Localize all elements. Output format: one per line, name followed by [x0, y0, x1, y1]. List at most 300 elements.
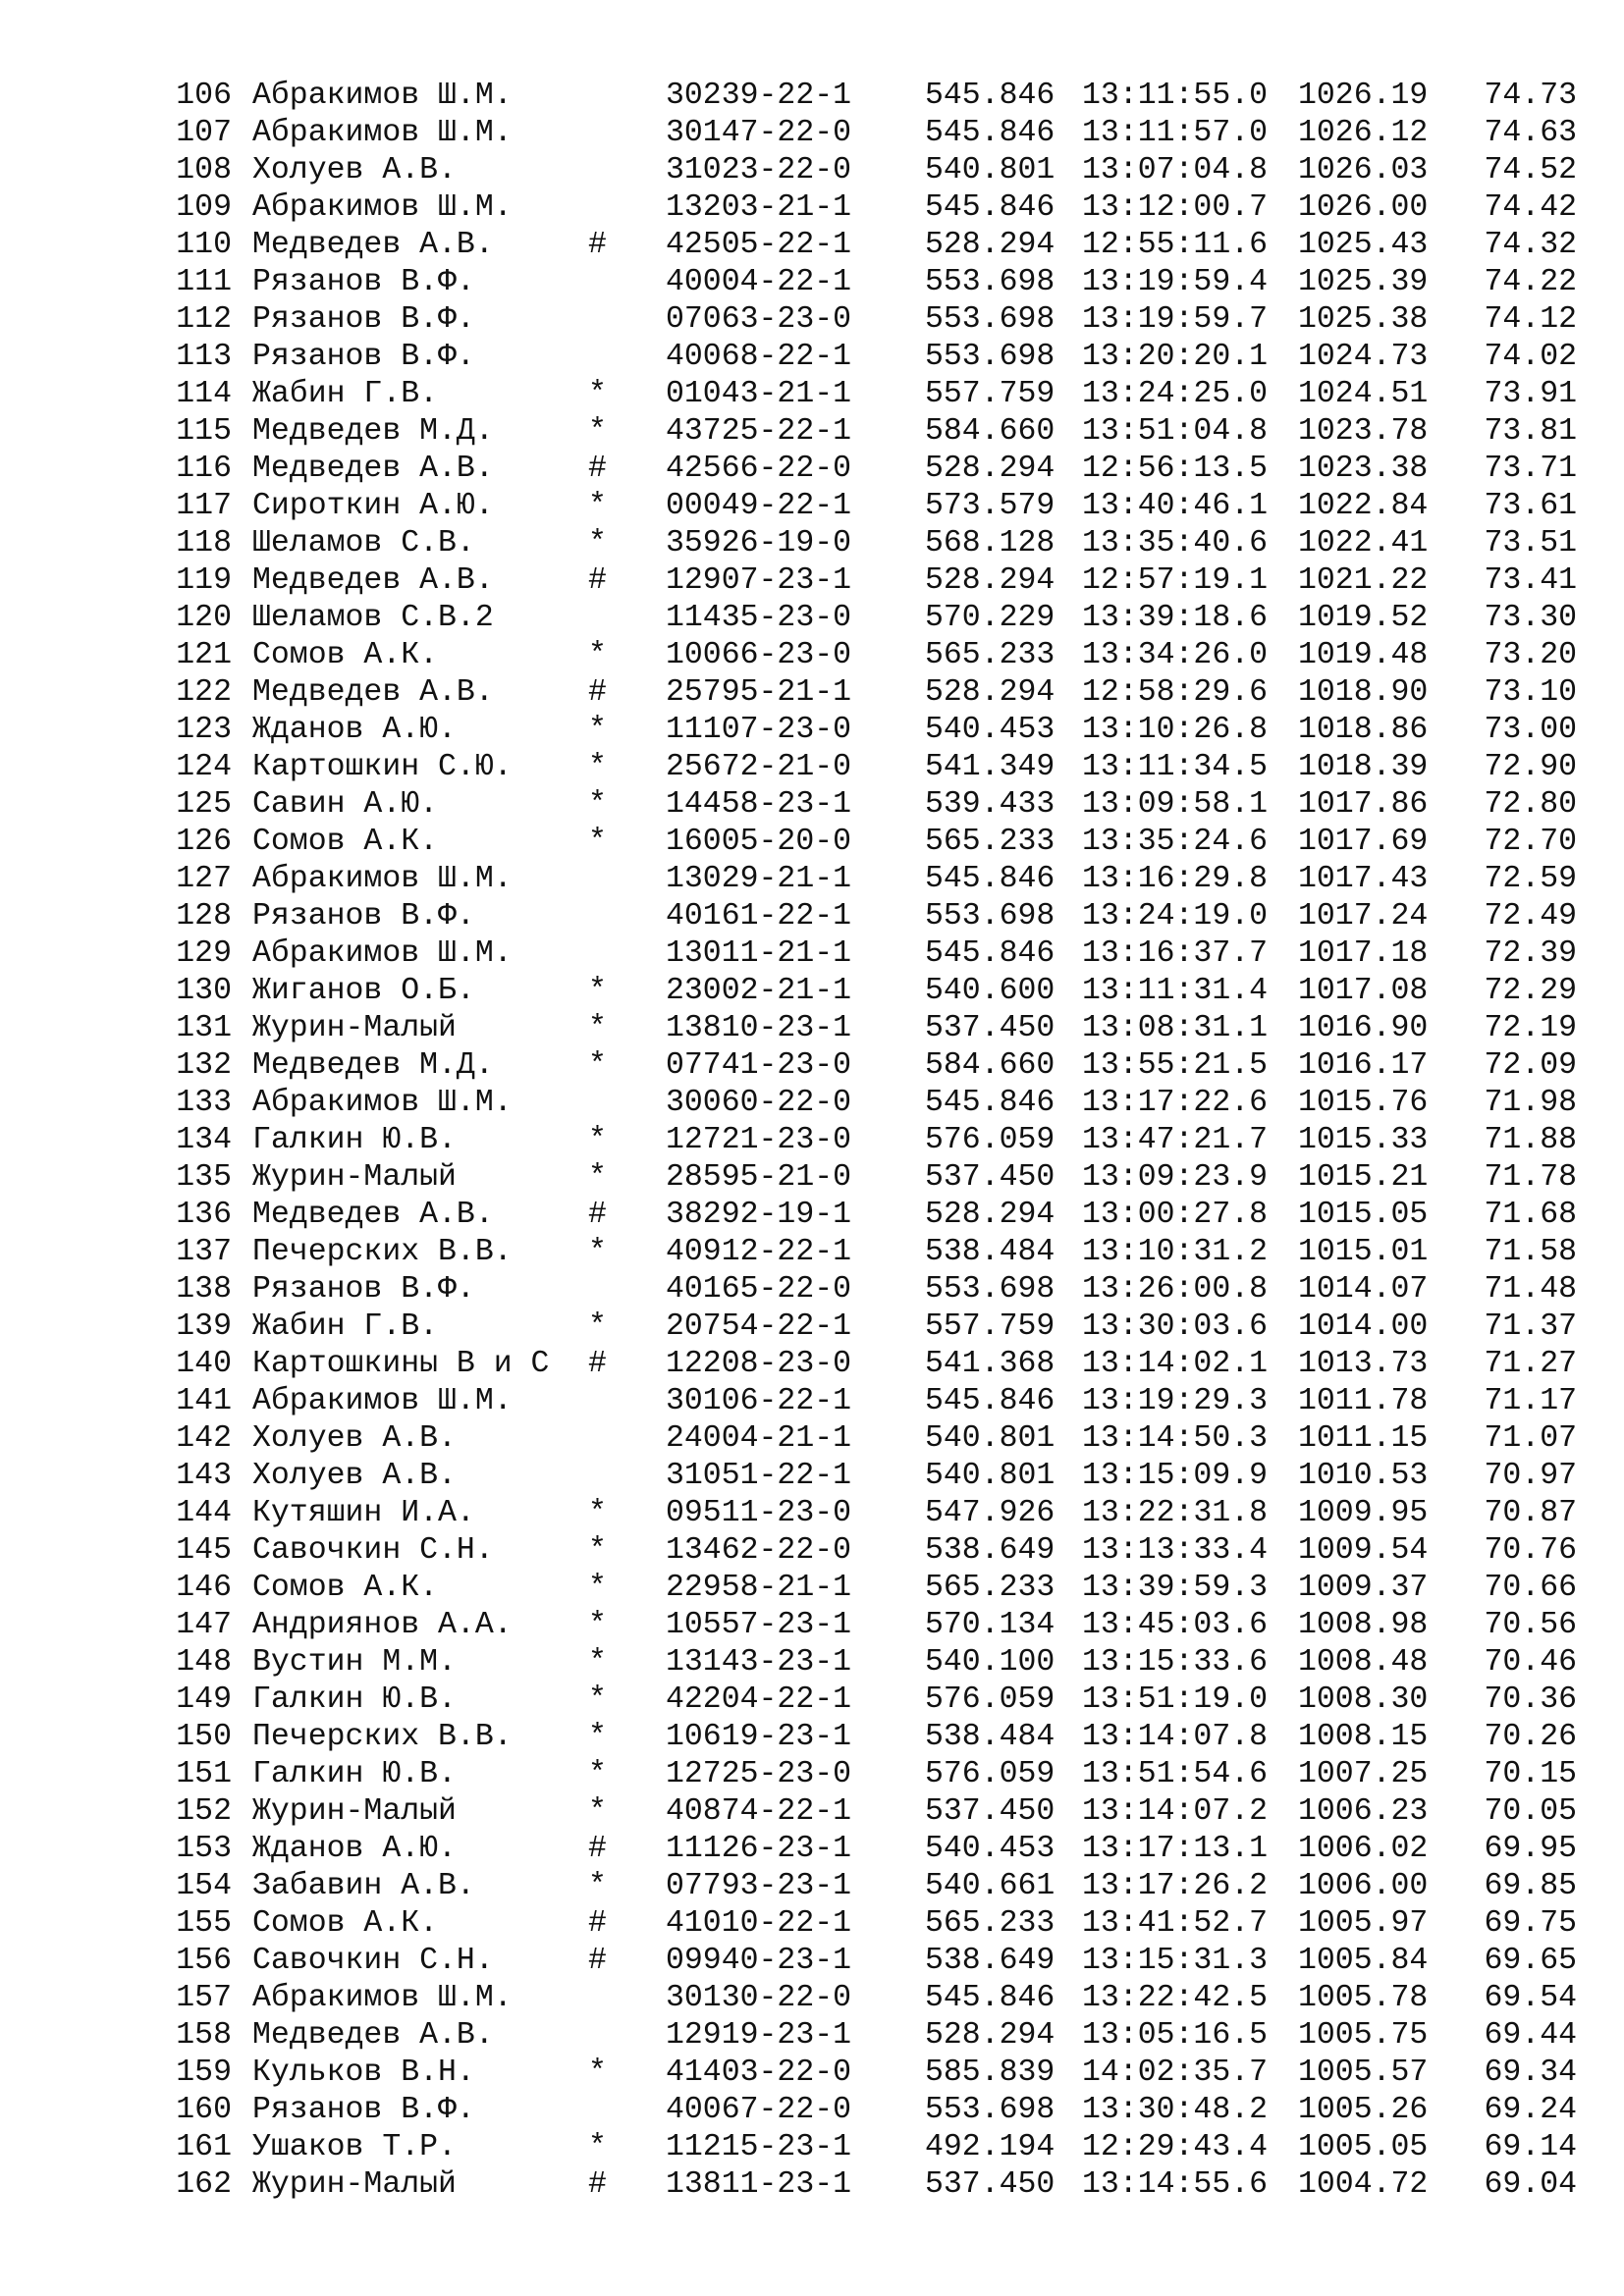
speed-value: 1023.38 [1298, 452, 1429, 486]
fancier-name: Картошкины В и С [252, 1347, 550, 1381]
entry-mark: * [588, 825, 607, 859]
speed-value: 1015.01 [1298, 1235, 1429, 1269]
score-value: 70.26 [1484, 1720, 1577, 1754]
score-value: 71.07 [1484, 1421, 1577, 1456]
score-value: 71.88 [1484, 1123, 1577, 1157]
speed-value: 1017.18 [1298, 936, 1429, 971]
ring-number: 42566-22-0 [666, 452, 852, 486]
fancier-name: Шеламов С.В.2 [252, 601, 494, 635]
ring-number: 40004-22-1 [666, 265, 852, 299]
fancier-name: Сомов А.К. [252, 1571, 439, 1605]
place-number: 124 [176, 750, 232, 784]
fancier-name: Рязанов В.Ф. [252, 302, 475, 337]
ring-number: 11215-23-1 [666, 2130, 852, 2164]
distance-km: 537.450 [925, 1011, 1056, 1045]
score-value: 72.09 [1484, 1048, 1577, 1083]
fancier-name: Медведев А.В. [252, 452, 494, 486]
speed-value: 1005.57 [1298, 2056, 1429, 2090]
entry-mark: * [588, 489, 607, 523]
place-number: 152 [176, 1794, 232, 1829]
distance-km: 568.128 [925, 526, 1056, 561]
entry-mark: * [588, 1309, 607, 1344]
score-value: 70.76 [1484, 1533, 1577, 1568]
ring-number: 22958-21-1 [666, 1571, 852, 1605]
ring-number: 13811-23-1 [666, 2167, 852, 2202]
fancier-name: Сомов А.К. [252, 638, 439, 672]
score-value: 73.51 [1484, 526, 1577, 561]
score-value: 74.22 [1484, 265, 1577, 299]
score-value: 74.73 [1484, 79, 1577, 113]
arrival-time: 13:51:19.0 [1082, 1682, 1269, 1717]
fancier-name: Савин А.Ю. [252, 787, 439, 822]
fancier-name: Рязанов В.Ф. [252, 265, 475, 299]
distance-km: 528.294 [925, 675, 1056, 710]
ring-number: 31051-22-1 [666, 1459, 852, 1493]
place-number: 161 [176, 2130, 232, 2164]
fancier-name: Сомов А.К. [252, 1906, 439, 1941]
score-value: 72.39 [1484, 936, 1577, 971]
place-number: 131 [176, 1011, 232, 1045]
entry-mark: * [588, 1794, 607, 1829]
arrival-time: 13:35:40.6 [1082, 526, 1269, 561]
place-number: 133 [176, 1086, 232, 1120]
fancier-name: Забавин А.В. [252, 1869, 475, 1903]
arrival-time: 13:09:23.9 [1082, 1160, 1269, 1195]
ring-number: 35926-19-0 [666, 526, 852, 561]
distance-km: 553.698 [925, 265, 1056, 299]
speed-value: 1006.00 [1298, 1869, 1429, 1903]
place-number: 155 [176, 1906, 232, 1941]
speed-value: 1015.21 [1298, 1160, 1429, 1195]
distance-km: 545.846 [925, 862, 1056, 896]
distance-km: 570.134 [925, 1608, 1056, 1642]
speed-value: 1022.84 [1298, 489, 1429, 523]
fancier-name: Абракимов Ш.М. [252, 1981, 513, 2015]
arrival-time: 13:17:26.2 [1082, 1869, 1269, 1903]
ring-number: 10619-23-1 [666, 1720, 852, 1754]
place-number: 109 [176, 190, 232, 225]
arrival-time: 13:39:59.3 [1082, 1571, 1269, 1605]
distance-km: 545.846 [925, 116, 1056, 150]
speed-value: 1025.39 [1298, 265, 1429, 299]
ring-number: 07741-23-0 [666, 1048, 852, 1083]
distance-km: 584.660 [925, 414, 1056, 449]
ring-number: 00049-22-1 [666, 489, 852, 523]
distance-km: 537.450 [925, 1160, 1056, 1195]
score-value: 73.41 [1484, 563, 1577, 598]
score-value: 74.52 [1484, 153, 1577, 187]
score-value: 73.30 [1484, 601, 1577, 635]
ring-number: 43725-22-1 [666, 414, 852, 449]
ring-number: 28595-21-0 [666, 1160, 852, 1195]
fancier-name: Сомов А.К. [252, 825, 439, 859]
place-number: 144 [176, 1496, 232, 1530]
arrival-time: 13:10:31.2 [1082, 1235, 1269, 1269]
fancier-name: Холуев А.В. [252, 1421, 457, 1456]
score-value: 69.14 [1484, 2130, 1577, 2164]
distance-km: 545.846 [925, 936, 1056, 971]
entry-mark: # [588, 1944, 607, 1978]
arrival-time: 13:07:04.8 [1082, 153, 1269, 187]
fancier-name: Галкин Ю.В. [252, 1757, 457, 1791]
place-number: 137 [176, 1235, 232, 1269]
arrival-time: 13:16:29.8 [1082, 862, 1269, 896]
entry-mark: * [588, 750, 607, 784]
score-value: 70.87 [1484, 1496, 1577, 1530]
score-value: 72.70 [1484, 825, 1577, 859]
fancier-name: Медведев А.В. [252, 675, 494, 710]
entry-mark: * [588, 1645, 607, 1680]
arrival-time: 13:17:13.1 [1082, 1832, 1269, 1866]
distance-km: 492.194 [925, 2130, 1056, 2164]
score-value: 69.95 [1484, 1832, 1577, 1866]
ring-number: 12919-23-1 [666, 2018, 852, 2053]
distance-km: 565.233 [925, 1906, 1056, 1941]
arrival-time: 13:19:59.7 [1082, 302, 1269, 337]
distance-km: 576.059 [925, 1757, 1056, 1791]
fancier-name: Медведев А.В. [252, 1198, 494, 1232]
place-number: 156 [176, 1944, 232, 1978]
score-value: 73.10 [1484, 675, 1577, 710]
fancier-name: Жиганов О.Б. [252, 974, 475, 1008]
speed-value: 1005.97 [1298, 1906, 1429, 1941]
fancier-name: Медведев М.Д. [252, 1048, 494, 1083]
arrival-time: 13:08:31.1 [1082, 1011, 1269, 1045]
entry-mark: * [588, 377, 607, 411]
fancier-name: Кульков В.Н. [252, 2056, 475, 2090]
place-number: 162 [176, 2167, 232, 2202]
place-number: 132 [176, 1048, 232, 1083]
fancier-name: Медведев А.В. [252, 228, 494, 262]
place-number: 119 [176, 563, 232, 598]
fancier-name: Абракимов Ш.М. [252, 936, 513, 971]
speed-value: 1018.86 [1298, 713, 1429, 747]
speed-value: 1013.73 [1298, 1347, 1429, 1381]
score-value: 73.20 [1484, 638, 1577, 672]
ring-number: 30106-22-1 [666, 1384, 852, 1418]
arrival-time: 13:19:59.4 [1082, 265, 1269, 299]
place-number: 136 [176, 1198, 232, 1232]
entry-mark: * [588, 414, 607, 449]
entry-mark: # [588, 452, 607, 486]
ring-number: 11435-23-0 [666, 601, 852, 635]
distance-km: 540.453 [925, 713, 1056, 747]
entry-mark: * [588, 1682, 607, 1717]
ring-number: 09511-23-0 [666, 1496, 852, 1530]
speed-value: 1014.00 [1298, 1309, 1429, 1344]
arrival-time: 13:10:26.8 [1082, 713, 1269, 747]
place-number: 116 [176, 452, 232, 486]
fancier-name: Журин-Малый [252, 1160, 457, 1195]
arrival-time: 13:09:58.1 [1082, 787, 1269, 822]
ring-number: 12721-23-0 [666, 1123, 852, 1157]
arrival-time: 13:20:20.1 [1082, 340, 1269, 374]
score-value: 74.32 [1484, 228, 1577, 262]
fancier-name: Рязанов В.Ф. [252, 899, 475, 934]
score-value: 73.61 [1484, 489, 1577, 523]
ring-number: 25672-21-0 [666, 750, 852, 784]
distance-km: 537.450 [925, 1794, 1056, 1829]
fancier-name: Жабин Г.В. [252, 377, 439, 411]
ring-number: 40874-22-1 [666, 1794, 852, 1829]
speed-value: 1009.54 [1298, 1533, 1429, 1568]
speed-value: 1022.41 [1298, 526, 1429, 561]
distance-km: 540.600 [925, 974, 1056, 1008]
score-value: 73.71 [1484, 452, 1577, 486]
score-value: 69.54 [1484, 1981, 1577, 2015]
entry-mark: # [588, 675, 607, 710]
speed-value: 1024.73 [1298, 340, 1429, 374]
speed-value: 1019.48 [1298, 638, 1429, 672]
entry-mark: # [588, 1198, 607, 1232]
fancier-name: Абракимов Ш.М. [252, 1086, 513, 1120]
arrival-time: 13:15:31.3 [1082, 1944, 1269, 1978]
place-number: 160 [176, 2093, 232, 2127]
speed-value: 1025.38 [1298, 302, 1429, 337]
entry-mark: * [588, 526, 607, 561]
ring-number: 41010-22-1 [666, 1906, 852, 1941]
speed-value: 1009.95 [1298, 1496, 1429, 1530]
score-value: 70.66 [1484, 1571, 1577, 1605]
fancier-name: Рязанов В.Ф. [252, 1272, 475, 1307]
speed-value: 1016.17 [1298, 1048, 1429, 1083]
arrival-time: 13:14:07.8 [1082, 1720, 1269, 1754]
score-value: 73.91 [1484, 377, 1577, 411]
speed-value: 1005.78 [1298, 1981, 1429, 2015]
arrival-time: 13:26:00.8 [1082, 1272, 1269, 1307]
distance-km: 553.698 [925, 302, 1056, 337]
ring-number: 31023-22-0 [666, 153, 852, 187]
ring-number: 20754-22-1 [666, 1309, 852, 1344]
distance-km: 541.349 [925, 750, 1056, 784]
place-number: 121 [176, 638, 232, 672]
distance-km: 528.294 [925, 1198, 1056, 1232]
speed-value: 1011.78 [1298, 1384, 1429, 1418]
ring-number: 40068-22-1 [666, 340, 852, 374]
score-value: 72.90 [1484, 750, 1577, 784]
place-number: 151 [176, 1757, 232, 1791]
fancier-name: Медведев М.Д. [252, 414, 494, 449]
arrival-time: 13:14:50.3 [1082, 1421, 1269, 1456]
arrival-time: 13:22:31.8 [1082, 1496, 1269, 1530]
ring-number: 13143-23-1 [666, 1645, 852, 1680]
score-value: 72.49 [1484, 899, 1577, 934]
arrival-time: 13:00:27.8 [1082, 1198, 1269, 1232]
speed-value: 1023.78 [1298, 414, 1429, 449]
place-number: 154 [176, 1869, 232, 1903]
speed-value: 1015.76 [1298, 1086, 1429, 1120]
ring-number: 01043-21-1 [666, 377, 852, 411]
fancier-name: Галкин Ю.В. [252, 1123, 457, 1157]
distance-km: 540.453 [925, 1832, 1056, 1866]
fancier-name: Жданов А.Ю. [252, 713, 457, 747]
arrival-time: 13:11:57.0 [1082, 116, 1269, 150]
arrival-time: 13:15:09.9 [1082, 1459, 1269, 1493]
arrival-time: 13:19:29.3 [1082, 1384, 1269, 1418]
entry-mark: * [588, 1496, 607, 1530]
ring-number: 24004-21-1 [666, 1421, 852, 1456]
entry-mark: # [588, 2167, 607, 2202]
score-value: 72.29 [1484, 974, 1577, 1008]
ring-number: 12725-23-0 [666, 1757, 852, 1791]
arrival-time: 13:22:42.5 [1082, 1981, 1269, 2015]
ring-number: 13810-23-1 [666, 1011, 852, 1045]
speed-value: 1005.75 [1298, 2018, 1429, 2053]
speed-value: 1025.43 [1298, 228, 1429, 262]
distance-km: 553.698 [925, 340, 1056, 374]
ring-number: 42505-22-1 [666, 228, 852, 262]
fancier-name: Журин-Малый [252, 1794, 457, 1829]
score-value: 70.46 [1484, 1645, 1577, 1680]
place-number: 148 [176, 1645, 232, 1680]
score-value: 71.27 [1484, 1347, 1577, 1381]
arrival-time: 13:17:22.6 [1082, 1086, 1269, 1120]
distance-km: 538.649 [925, 1944, 1056, 1978]
place-number: 113 [176, 340, 232, 374]
speed-value: 1026.19 [1298, 79, 1429, 113]
place-number: 117 [176, 489, 232, 523]
ring-number: 11107-23-0 [666, 713, 852, 747]
speed-value: 1007.25 [1298, 1757, 1429, 1791]
arrival-time: 13:14:55.6 [1082, 2167, 1269, 2202]
ring-number: 12907-23-1 [666, 563, 852, 598]
fancier-name: Савочкин С.Н. [252, 1944, 494, 1978]
speed-value: 1008.48 [1298, 1645, 1429, 1680]
fancier-name: Абракимов Ш.М. [252, 79, 513, 113]
ring-number: 13011-21-1 [666, 936, 852, 971]
score-value: 69.85 [1484, 1869, 1577, 1903]
score-value: 69.24 [1484, 2093, 1577, 2127]
fancier-name: Медведев А.В. [252, 2018, 494, 2053]
fancier-name: Медведев А.В. [252, 563, 494, 598]
place-number: 159 [176, 2056, 232, 2090]
score-value: 71.58 [1484, 1235, 1577, 1269]
place-number: 141 [176, 1384, 232, 1418]
place-number: 123 [176, 713, 232, 747]
fancier-name: Андриянов А.А. [252, 1608, 513, 1642]
fancier-name: Холуев А.В. [252, 153, 457, 187]
speed-value: 1017.24 [1298, 899, 1429, 934]
distance-km: 565.233 [925, 1571, 1056, 1605]
place-number: 107 [176, 116, 232, 150]
fancier-name: Абракимов Ш.М. [252, 190, 513, 225]
arrival-time: 13:11:31.4 [1082, 974, 1269, 1008]
distance-km: 553.698 [925, 2093, 1056, 2127]
score-value: 70.05 [1484, 1794, 1577, 1829]
distance-km: 545.846 [925, 1086, 1056, 1120]
distance-km: 565.233 [925, 638, 1056, 672]
entry-mark: * [588, 787, 607, 822]
ring-number: 13029-21-1 [666, 862, 852, 896]
fancier-name: Жабин Г.В. [252, 1309, 439, 1344]
speed-value: 1005.26 [1298, 2093, 1429, 2127]
ring-number: 10066-23-0 [666, 638, 852, 672]
fancier-name: Печерских В.В. [252, 1720, 513, 1754]
place-number: 125 [176, 787, 232, 822]
distance-km: 528.294 [925, 563, 1056, 598]
place-number: 106 [176, 79, 232, 113]
distance-km: 540.100 [925, 1645, 1056, 1680]
arrival-time: 13:35:24.6 [1082, 825, 1269, 859]
distance-km: 545.846 [925, 79, 1056, 113]
ring-number: 07793-23-1 [666, 1869, 852, 1903]
arrival-time: 13:24:19.0 [1082, 899, 1269, 934]
distance-km: 545.846 [925, 1981, 1056, 2015]
ring-number: 42204-22-1 [666, 1682, 852, 1717]
place-number: 110 [176, 228, 232, 262]
entry-mark: * [588, 1235, 607, 1269]
arrival-time: 13:39:18.6 [1082, 601, 1269, 635]
speed-value: 1015.33 [1298, 1123, 1429, 1157]
fancier-name: Абракимов Ш.М. [252, 116, 513, 150]
speed-value: 1026.00 [1298, 190, 1429, 225]
arrival-time: 12:55:11.6 [1082, 228, 1269, 262]
distance-km: 537.450 [925, 2167, 1056, 2202]
ring-number: 10557-23-1 [666, 1608, 852, 1642]
arrival-time: 13:24:25.0 [1082, 377, 1269, 411]
distance-km: 573.579 [925, 489, 1056, 523]
entry-mark: * [588, 1123, 607, 1157]
ring-number: 30239-22-1 [666, 79, 852, 113]
arrival-time: 13:14:07.2 [1082, 1794, 1269, 1829]
ring-number: 16005-20-0 [666, 825, 852, 859]
ring-number: 30147-22-0 [666, 116, 852, 150]
entry-mark: * [588, 974, 607, 1008]
distance-km: 584.660 [925, 1048, 1056, 1083]
entry-mark: * [588, 1048, 607, 1083]
arrival-time: 13:45:03.6 [1082, 1608, 1269, 1642]
distance-km: 576.059 [925, 1123, 1056, 1157]
ring-number: 40161-22-1 [666, 899, 852, 934]
arrival-time: 13:16:37.7 [1082, 936, 1269, 971]
entry-mark: * [588, 1608, 607, 1642]
arrival-time: 12:29:43.4 [1082, 2130, 1269, 2164]
entry-mark: * [588, 1720, 607, 1754]
speed-value: 1019.52 [1298, 601, 1429, 635]
entry-mark: * [588, 713, 607, 747]
entry-mark: * [588, 638, 607, 672]
score-value: 72.19 [1484, 1011, 1577, 1045]
arrival-time: 13:05:16.5 [1082, 2018, 1269, 2053]
entry-mark: # [588, 1906, 607, 1941]
score-value: 74.63 [1484, 116, 1577, 150]
place-number: 118 [176, 526, 232, 561]
place-number: 120 [176, 601, 232, 635]
entry-mark: * [588, 1533, 607, 1568]
distance-km: 547.926 [925, 1496, 1056, 1530]
place-number: 157 [176, 1981, 232, 2015]
score-value: 74.42 [1484, 190, 1577, 225]
score-value: 71.48 [1484, 1272, 1577, 1307]
arrival-time: 14:02:35.7 [1082, 2056, 1269, 2090]
arrival-time: 13:30:48.2 [1082, 2093, 1269, 2127]
place-number: 129 [176, 936, 232, 971]
speed-value: 1018.39 [1298, 750, 1429, 784]
entry-mark: # [588, 228, 607, 262]
score-value: 73.00 [1484, 713, 1577, 747]
score-value: 69.04 [1484, 2167, 1577, 2202]
fancier-name: Журин-Малый [252, 1011, 457, 1045]
ring-number: 14458-23-1 [666, 787, 852, 822]
speed-value: 1026.12 [1298, 116, 1429, 150]
speed-value: 1024.51 [1298, 377, 1429, 411]
score-value: 69.75 [1484, 1906, 1577, 1941]
speed-value: 1006.02 [1298, 1832, 1429, 1866]
ring-number: 40912-22-1 [666, 1235, 852, 1269]
speed-value: 1008.30 [1298, 1682, 1429, 1717]
distance-km: 528.294 [925, 228, 1056, 262]
arrival-time: 13:51:54.6 [1082, 1757, 1269, 1791]
